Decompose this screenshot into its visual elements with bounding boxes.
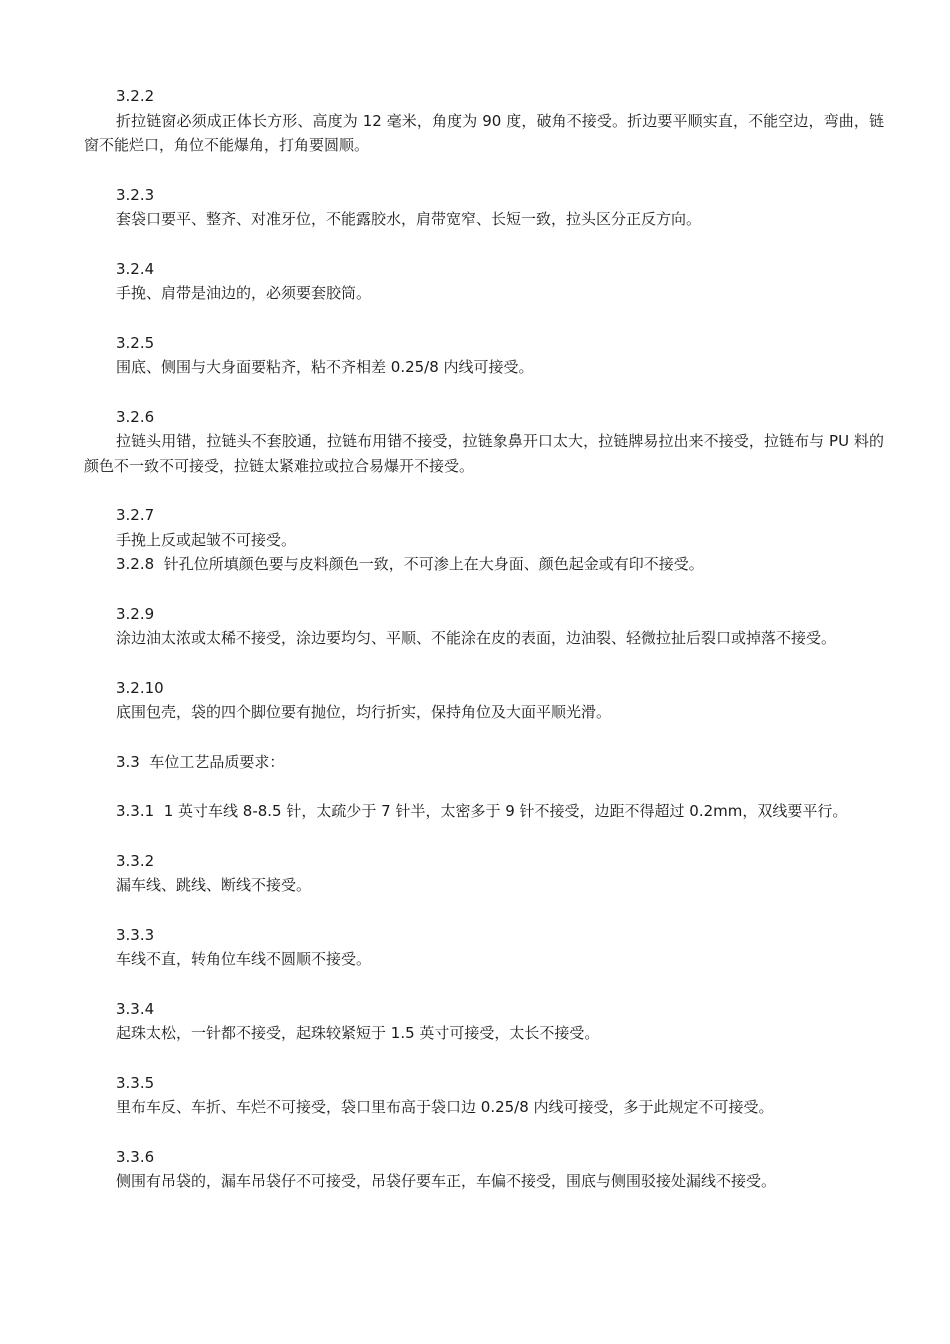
paragraph-spacer <box>84 898 884 923</box>
paragraph-spacer <box>84 306 884 331</box>
paragraph-spacer <box>84 380 884 405</box>
paragraph: 3.3.4 <box>116 999 155 1018</box>
paragraph-spacer <box>84 725 884 750</box>
paragraph: 3.3.6 <box>116 1147 155 1166</box>
paragraph: 里布车反、车折、车烂不可接受，袋口里布高于袋口边 0.25/8 内线可接受，多于此规定不可接受。 <box>116 1098 774 1116</box>
paragraph: 3.3.3 <box>116 925 155 944</box>
paragraph: 3.2.3 <box>116 185 155 204</box>
paragraph: 套袋口要平、整齐、对准牙位，不能露胶水，肩带宽窄、长短一致，拉头区分正反方向。 <box>116 210 702 228</box>
paragraph: 拉链头用错，拉链头不套胶通，拉链布用错不接受，拉链象鼻开口太大，拉链牌易拉出来不接受，拉链布与 PU 料的颜色不一致不可接受，拉链太紧难拉或拉合易爆开不接受。 <box>84 432 884 475</box>
paragraph: 起珠太松，一针都不接受，起珠较紧短于 1.5 英寸可接受，太长不接受。 <box>116 1024 600 1042</box>
paragraph: 3.2.9 <box>116 604 155 623</box>
paragraph: 3.2.4 <box>116 259 155 278</box>
paragraph: 3.2.2 <box>116 87 155 105</box>
paragraph-spacer <box>84 774 884 799</box>
paragraph: 折拉链窗必须成正体长方形、高度为 12 毫米，角度为 90 度，破角不接受。折边要平顺实直，不能空边，弯曲，链窗不能烂口，角位不能爆角，打角要圆顺。 <box>84 111 884 154</box>
paragraph: 3.2.5 <box>116 333 155 352</box>
paragraph: 手挽、肩带是油边的，必须要套胶筒。 <box>116 284 372 302</box>
paragraph: 3.3.1 1 英寸车线 8-8.5 针，太疏少于 7 针半，太密多于 9 针不接受，边距不得超过 0.2mm，双线要平行。 <box>116 802 848 820</box>
paragraph: 底围包壳，袋的四个脚位要有抛位，均行折实，保持角位及大面平顺光滑。 <box>116 703 612 721</box>
paragraph: 3.2.6 <box>116 407 155 426</box>
paragraph: 3.2.7 <box>116 506 155 524</box>
paragraph-spacer <box>84 577 884 602</box>
paragraph: 3.2.8 针孔位所填颜色要与皮料颜色一致，不可渗上在大身面、颜色起金或有印不接受。 <box>116 555 704 573</box>
paragraph-spacer <box>84 1120 884 1145</box>
paragraph: 涂边油太浓或太稀不接受，涂边要均匀、平顺、不能涂在皮的表面，边油裂、轻微拉扯后裂口或掉落不接受。 <box>116 629 837 647</box>
paragraph: 车线不直，转角位车线不圆顺不接受。 <box>116 950 372 968</box>
paragraph: 3.2.10 <box>116 678 164 697</box>
paragraph: 手挽上反或起皱不可接受。 <box>116 530 297 549</box>
paragraph: 漏车线、跳线、断线不接受。 <box>116 876 312 894</box>
paragraph-spacer <box>84 824 884 849</box>
paragraph-spacer <box>84 478 884 503</box>
paragraph: 3.3.5 <box>116 1073 155 1092</box>
paragraph-spacer <box>84 651 884 676</box>
paragraph-spacer <box>84 158 884 183</box>
paragraph-spacer <box>84 1046 884 1071</box>
paragraph-spacer <box>84 972 884 997</box>
paragraph: 围底、侧围与大身面要粘齐，粘不齐相差 0.25/8 内线可接受。 <box>116 358 534 376</box>
paragraph: 侧围有吊袋的，漏车吊袋仔不可接受，吊袋仔要车正，车偏不接受，围底与侧围驳接处漏线不接受。 <box>116 1172 777 1190</box>
paragraph: 3.3 车位工艺品质要求： <box>116 752 285 771</box>
paragraph: 3.3.2 <box>116 851 155 870</box>
paragraph-spacer <box>84 232 884 257</box>
document-page <box>84 84 884 1194</box>
